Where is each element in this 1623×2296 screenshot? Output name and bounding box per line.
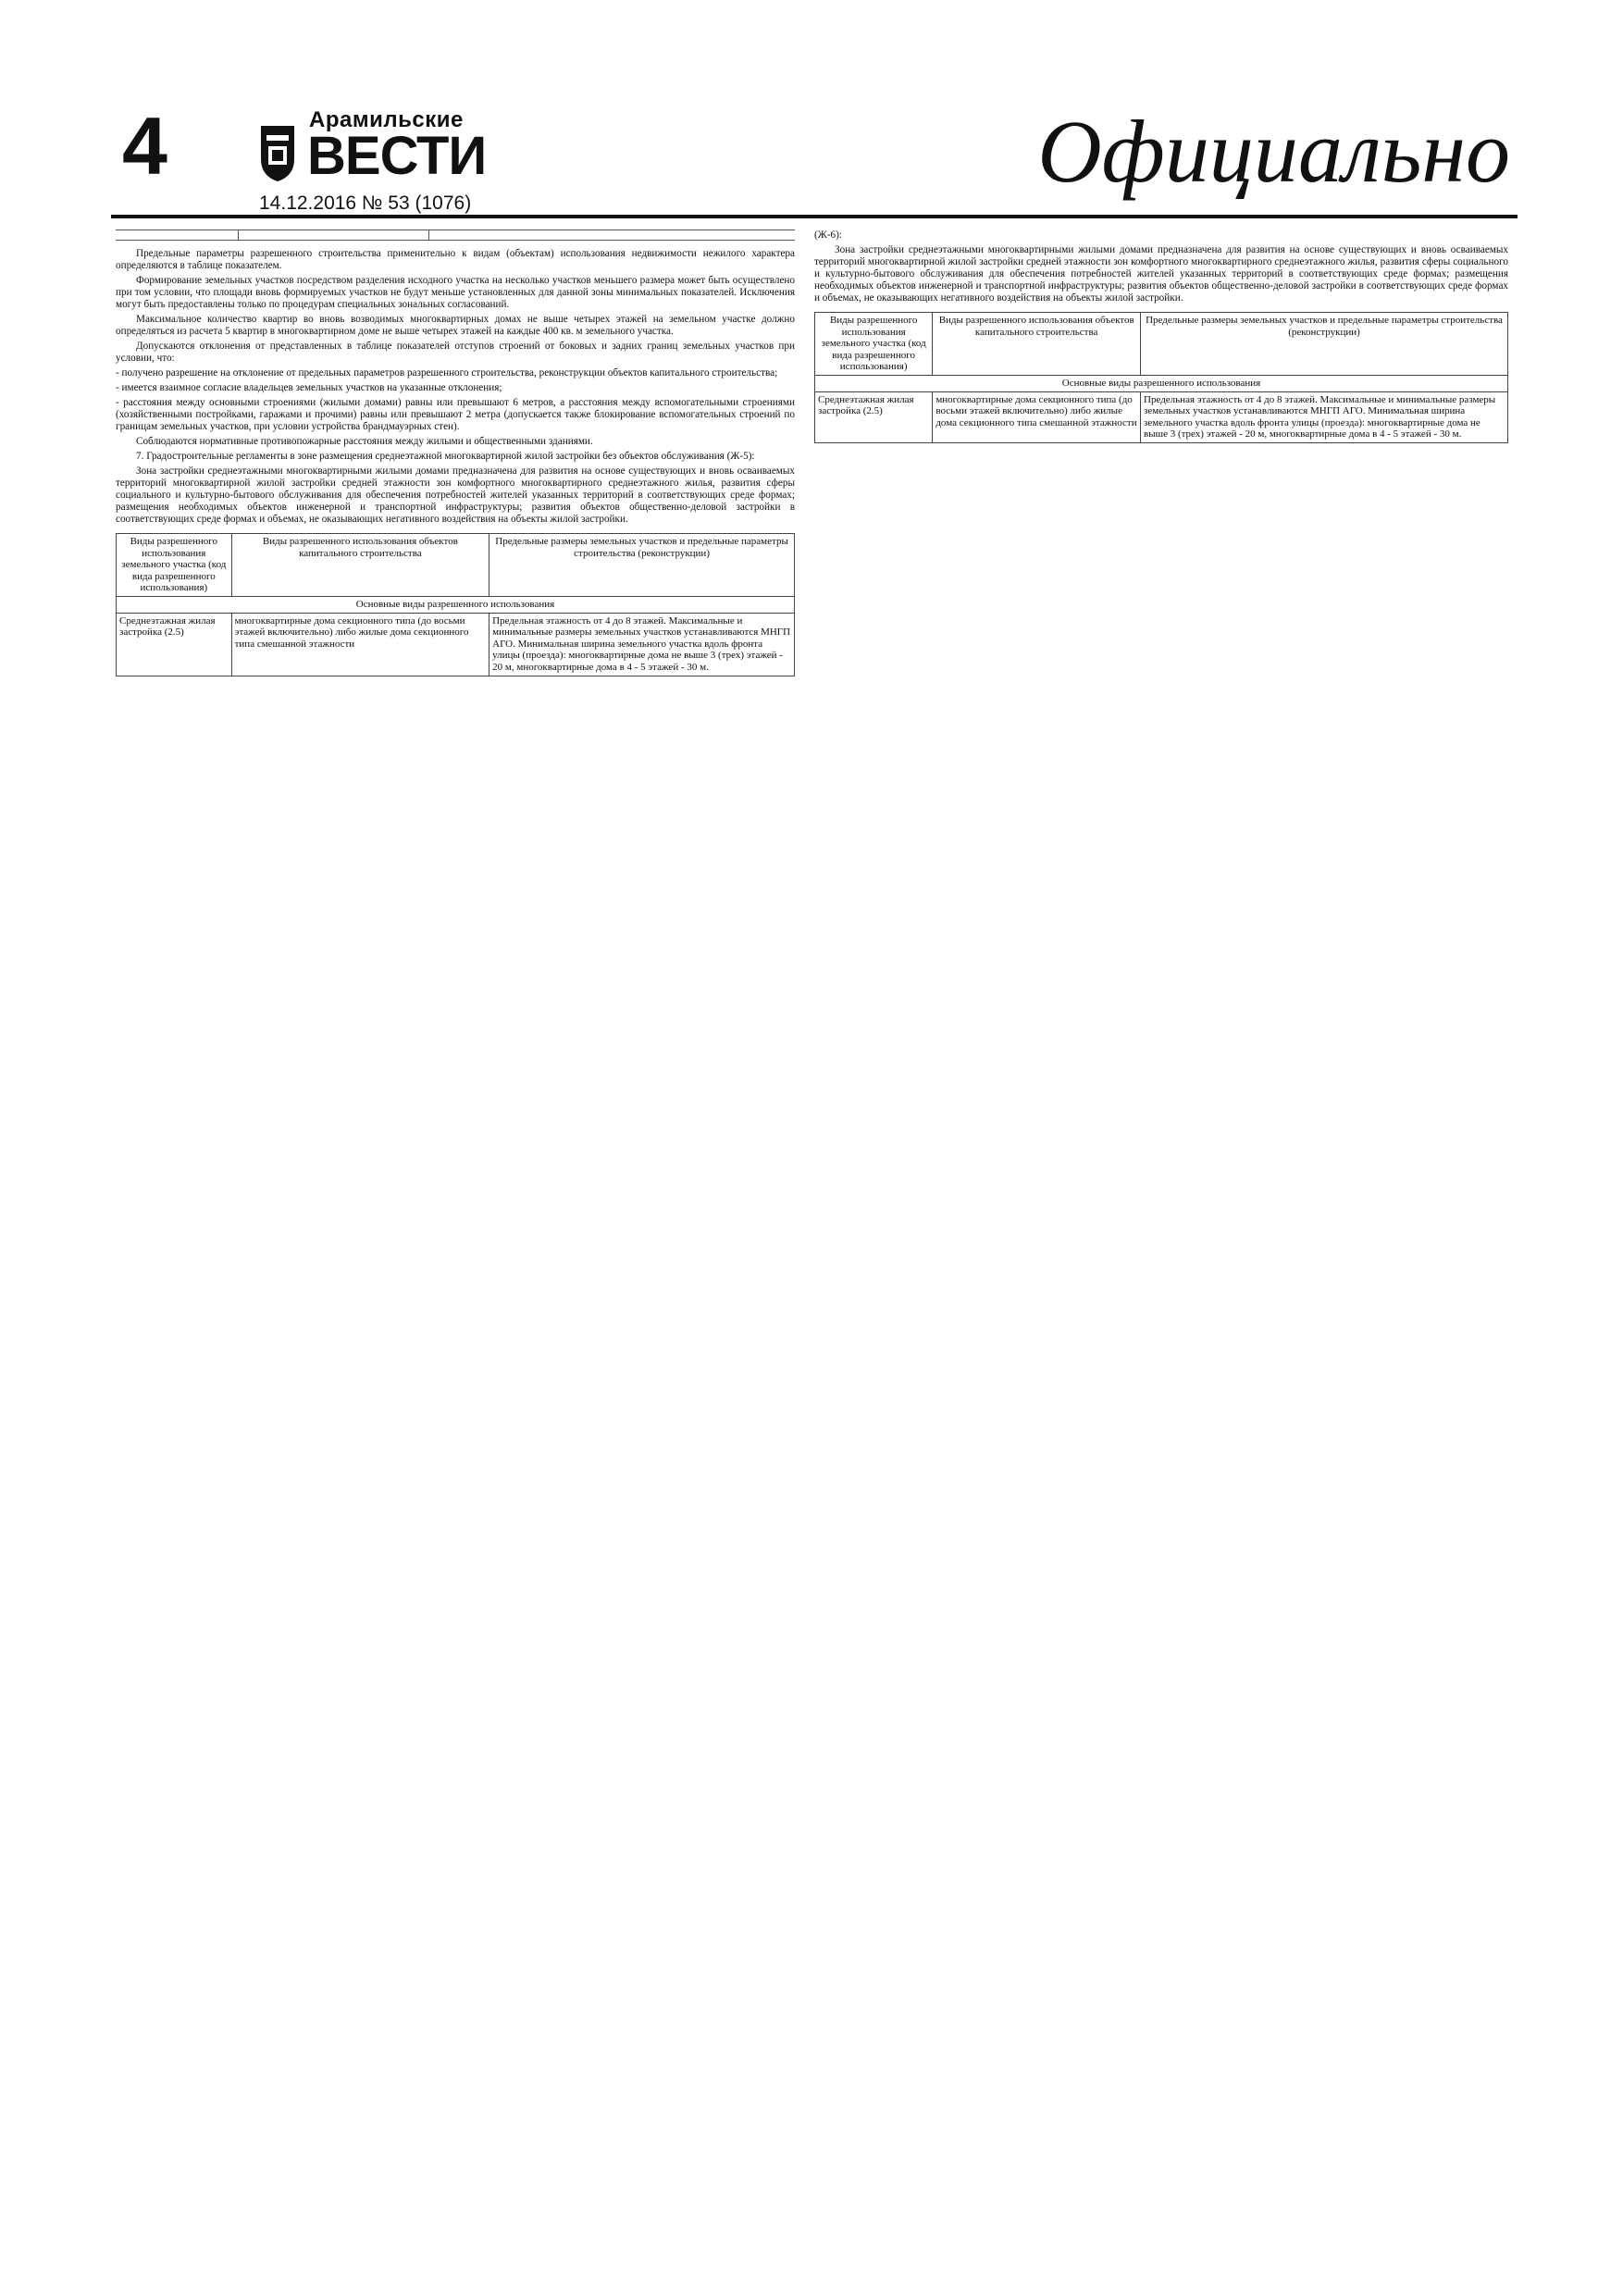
paragraph: Формирование земельных участков посредством разделения исходного участка на несколько участков меньшего размера может быть осуществлено при том условии, что площади вновь формируемых участков не будут меньше установленных для данной зоны минимальных показателей. Исключения могут быть предоставлены только по процедурам специальных зональных согласований. — [116, 275, 795, 310]
table-group-row — [117, 596, 795, 613]
paragraph: Допускаются отклонения от представленных в таблице показателей отступов строений от боковых и задних границ земельных участков при условии, что: — [116, 341, 795, 364]
paragraph: (Ж-6): — [814, 230, 842, 241]
paragraph: Предельные параметры разрешенного строительства применительно к видам (объектам) использования недвижимости нежилого характера определяются в таблице показателем. — [116, 248, 795, 271]
paragraph: - имеется взаимное согласие владельцев земельных участков на указанные отклонения; — [116, 382, 502, 393]
right-column — [814, 230, 1508, 453]
column-header: Виды разрешенного использования земельного участка (код вида разрешенного использования) — [117, 534, 232, 597]
table-row — [815, 391, 1508, 442]
table-header-row — [815, 313, 1508, 376]
paragraph: Зона застройки среднеэтажными многоквартирными жилыми домами предназначена для развития на основе существующих и вновь осваиваемых территорий многоквартирной жилой застройки средней этажности зон комфортного многоквартирного среднеэтажного жилья, развития сферы социального и культурно-бытового обслуживания для обеспечения потребностей жителей указанных территорий в соответствующих среде формах; размещения необходимых объектов инженерной и транспортной инфраструктуры; развития объектов общественно-деловой застройки в соответствующих среде формах и объемах, не оказывающих негативного воздействия на объекты жилой застройки. — [814, 244, 1508, 304]
column-header: Предельные размеры земельных участков и предельные параметры строительства (реконструкции) — [489, 534, 795, 597]
brand-top: Арамильские — [309, 107, 464, 132]
masthead — [111, 93, 1518, 222]
zoning-table — [116, 533, 795, 676]
paragraph: 7. Градостроительные регламенты в зоне размещения среднеэтажной многоквартирной жилой застройки без объектов обслуживания (Ж-5): — [136, 451, 755, 462]
paragraph: Зона застройки среднеэтажными многоквартирными жилыми домами предназначена для развития на основе существующих и вновь осваиваемых территорий многоквартирной жилой застройки средней этажности зон комфортного многоквартирного среднеэтажного жилья, развития сферы социального и культурно-бытового обслуживания для обеспечения потребностей жителей указанных территорий в соответствующих среде формах; размещения необходимых объектов инженерной и транспортной инфраструктуры; развития объектов общественно-деловой застройки в соответствующих среде формах и объемах, не оказывающих негативного воздействия на объекты жилой застройки. — [116, 465, 795, 525]
newspaper-logo — [257, 102, 487, 204]
table-cell: Предельная этажность от 4 до 8 этажей. Максимальные и минимальные размеры земельных участков устанавливаются МНГП АГО. Минимальная ширина земельного участка вдоль фронта улицы (проезда): многоквартирные дома не выше 3 (трех) этажей - 20 м, многоквартирные дома в 4 - 5 этажей - 30 м. — [1141, 391, 1508, 442]
zoning-table — [814, 312, 1508, 443]
paragraph: - получено разрешение на отклонение от предельных параметров разрешенного строительства, реконструкции объектов капитального строительства; — [116, 367, 778, 379]
column-header: Виды разрешенного использования объектов капитального строительства — [933, 313, 1141, 376]
table-cell: Среднеэтажная жилая застройка (2.5) — [117, 613, 232, 676]
coat-of-arms-icon — [257, 122, 298, 183]
paragraph: - расстояния между основными строениями (жилыми домами) равны или превышают 6 метров, а расстояния между вспомогательными строениями (хозяйственными постройками, гаражами и прочими) равны или превышают 2 метра (допускается также блокирование вспомогательных строений по границам земельных участков, при условии устройства брандмауэрных стен). — [116, 397, 795, 432]
table-row — [117, 613, 795, 676]
brand-main: ВЕСТИ — [307, 126, 487, 186]
group-label: Основные виды разрешенного использования — [815, 375, 1508, 391]
column-header: Виды разрешенного использования земельного участка (код вида разрешенного использования) — [815, 313, 933, 376]
issue-date-number: 14.12.2016 № 53 (1076) — [259, 192, 472, 214]
column-header: Предельные размеры земельных участков и предельные параметры строительства (реконструкции) — [1141, 313, 1508, 376]
table-header-row — [117, 534, 795, 597]
table-cell: Предельная этажность от 4 до 8 этажей. Максимальные и минимальные размеры земельных участков устанавливаются МНГП АГО. Минимальная ширина земельного участка вдоль фронта улицы (проезда): многоквартирные дома не выше 3 (трех) этажей - 20 м, многоквартирные дома в 4 - 5 этажей - 30 м. — [489, 613, 795, 676]
table-fragment-top — [116, 230, 795, 241]
column-header: Виды разрешенного использования объектов капитального строительства — [231, 534, 489, 597]
table-group-row — [815, 375, 1508, 391]
left-column — [116, 230, 795, 686]
header-rule — [111, 215, 1518, 218]
table-cell: многоквартирные дома секционного типа (до восьми этажей включительно) либо жилые дома секционного типа смешанной этажности — [933, 391, 1141, 442]
group-label: Основные виды разрешенного использования — [117, 596, 795, 613]
table-cell: Среднеэтажная жилая застройка (2.5) — [815, 391, 933, 442]
paragraph: Соблюдаются нормативные противопожарные расстояния между жилыми и общественными зданиями. — [136, 436, 593, 447]
section-title: Официально — [1037, 102, 1510, 201]
table-cell: многоквартирные дома секционного типа (до восьми этажей включительно) либо жилые дома секционного типа смешанной этажности — [231, 613, 489, 676]
paragraph: Максимальное количество квартир во вновь возводимых многоквартирных домах не выше четырех этажей на земельном участке должно определяться из расчета 5 квартир в многоквартирном доме не выше четырех этажей на каждые 400 кв. м земельного участка. — [116, 314, 795, 337]
page-number: 4 — [122, 100, 167, 192]
